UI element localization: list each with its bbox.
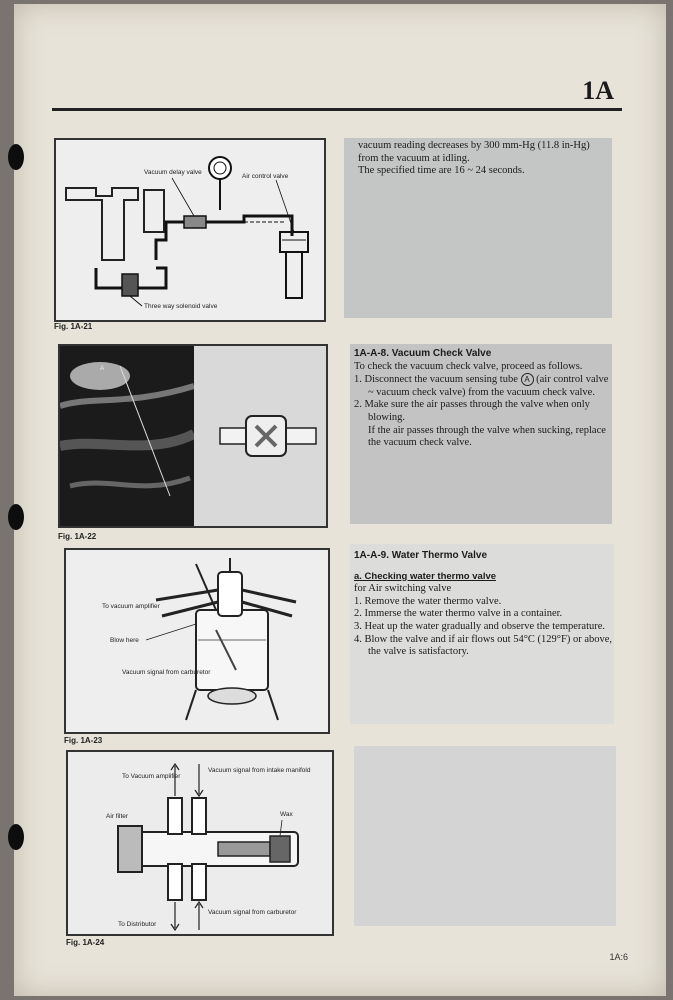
- text-line: To check the vacuum check valve, proceed as follows.: [354, 360, 583, 372]
- text-block-vacuum-check-valve: [354, 348, 616, 450]
- label-to-vacuum-amplifier: To vacuum amplifier: [102, 603, 160, 610]
- step-3: 3. Heat up the water gradually and observe the temperature.: [354, 620, 606, 632]
- subheading: a. Checking water thermo valve: [354, 570, 497, 582]
- vacuum-circuit-diagram: [56, 140, 324, 320]
- label-air-filter: Air filter: [106, 813, 129, 820]
- step-1: 1. Remove the water thermo valve.: [354, 595, 502, 607]
- label-vacuum-delay-valve: Vacuum delay valve: [144, 169, 202, 176]
- label-vacuum-signal-carb: Vacuum signal from carburetor: [122, 669, 211, 676]
- figure-1a-23: [64, 548, 330, 734]
- text-span: (air control valve ~ vacuum check valve) from the vacuum check valve.: [368, 374, 609, 398]
- header-rule: [52, 108, 622, 111]
- step-2-note: If the air passes through the valve when sucking, replace the vacuum check valve.: [368, 424, 606, 449]
- section-heading: 1A-A-8. Vacuum Check Valve: [354, 348, 492, 359]
- text-block-vacuum-reading: [358, 140, 620, 178]
- water-thermo-valve-cross-section: [68, 752, 332, 934]
- step-4: 4. Blow the valve and if air flows out 54°C (129°F) or above, the valve is satisfactory.: [354, 633, 613, 658]
- label-three-way-solenoid: Three way solenoid valve: [144, 303, 218, 310]
- section-code: 1A: [582, 76, 614, 105]
- figure-1a-21: [54, 138, 326, 322]
- figure-1a-22: [58, 344, 328, 528]
- text-line: from the vacuum at idling.: [358, 152, 470, 164]
- label-air-control-valve: Air control valve: [242, 173, 289, 180]
- page-number: 1A:6: [609, 952, 628, 962]
- label-vacuum-signal-carb: Vacuum signal from carburetor: [208, 909, 297, 916]
- figure-caption: Fig. 1A-22: [58, 532, 97, 541]
- figure-caption: Fig. 1A-23: [64, 736, 103, 745]
- marker-a: A: [100, 365, 105, 372]
- text-line: for Air switching valve: [354, 583, 452, 595]
- figure-caption: Fig. 1A-21: [54, 322, 93, 331]
- engine-photo: [60, 346, 326, 526]
- figure-caption: Fig. 1A-24: [66, 938, 105, 947]
- label-to-distributor: To Distributor: [118, 921, 157, 928]
- step-1: [354, 373, 616, 399]
- text-span: 1. Disconnect the vacuum sensing tube: [354, 374, 518, 386]
- binder-hole: [8, 144, 24, 170]
- step-2: 2. Make sure the air passes through the valve when only blowing.: [354, 399, 590, 423]
- binder-hole: [8, 824, 24, 850]
- figure-1a-24: [66, 750, 334, 936]
- label-wax: Wax: [280, 811, 293, 818]
- marker-a: A: [521, 373, 534, 386]
- text-block-water-thermo-valve: [354, 550, 616, 659]
- step-2: 2. Immerse the water thermo valve in a container.: [354, 608, 563, 620]
- section-heading: 1A-A-9. Water Thermo Valve: [354, 550, 488, 561]
- water-thermo-valve-test-diagram: [66, 550, 328, 732]
- faded-diagram-background: [354, 746, 616, 926]
- text-line: vacuum reading decreases by 300 mm-Hg (11.8 in-Hg): [358, 140, 590, 151]
- manual-page: [14, 4, 666, 996]
- text-line: The specified time are 16 ~ 24 seconds.: [358, 165, 525, 177]
- label-blow-here: Blow here: [110, 637, 139, 644]
- binder-hole: [8, 504, 24, 530]
- label-vacuum-signal-manifold: Vacuum signal from intake manifold: [208, 767, 311, 774]
- label-to-vacuum-amplifier: To Vacuum amplifier: [122, 773, 181, 780]
